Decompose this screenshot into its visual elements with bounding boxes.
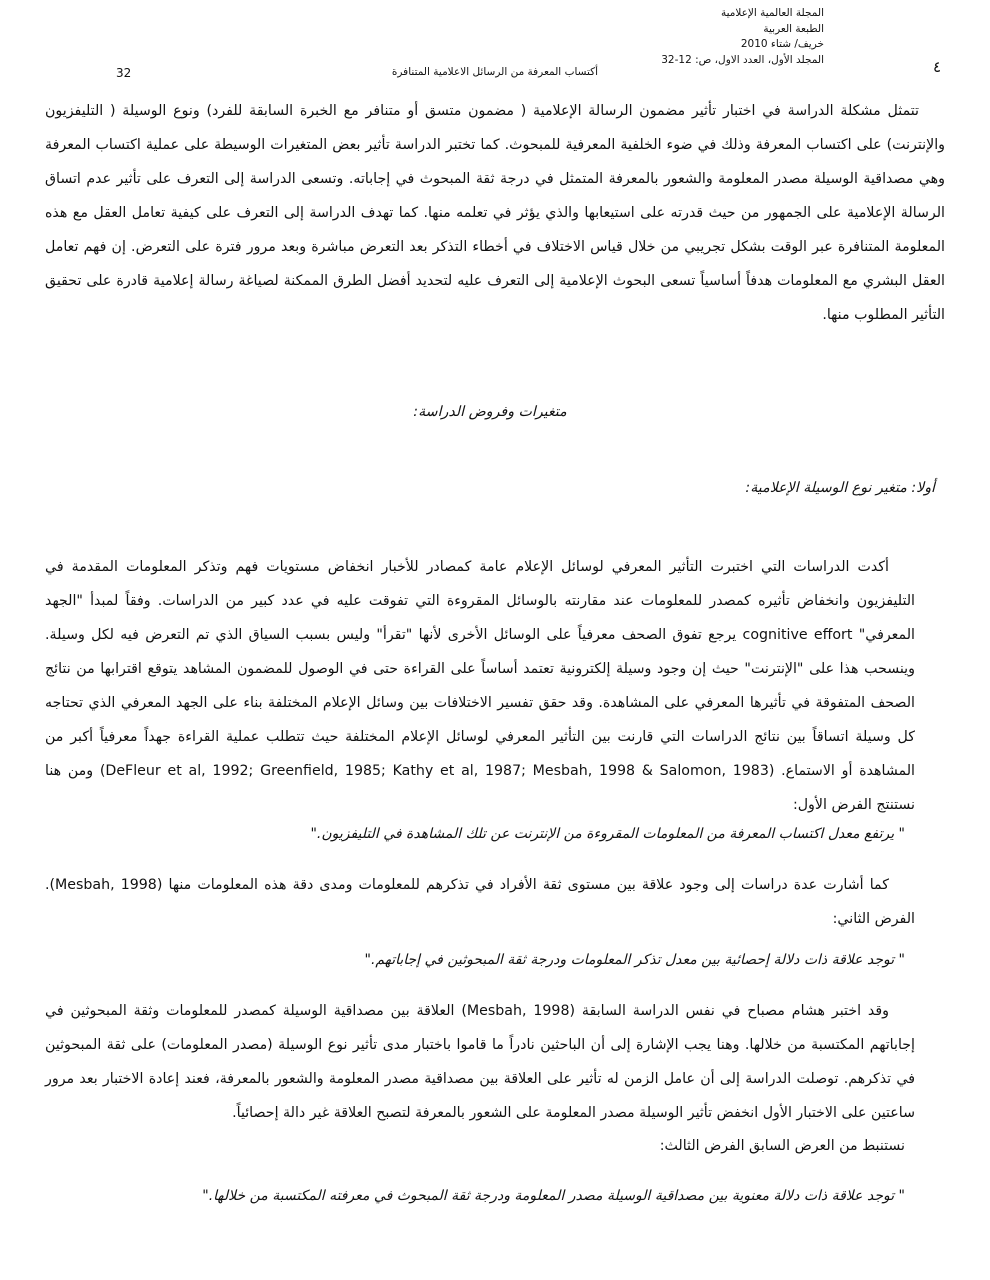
journal-edition: الطبعة العربية (763, 22, 824, 35)
journal-masthead (624, 6, 824, 68)
hypothesis-1: " يرتفع معدل اكتساب المعرفة من المعلومات المقروءة من الإنترنت عن تلك المشاهدة في التليفزيون." (310, 826, 905, 842)
paragraph-credibility: وقد اختبر هشام مصباح في نفس الدراسة السابقة (Mesbah, 1998) العلاقة بين مصداقية الوسيلة كمصدر للمعلومات وثقة المبحوثين في إجاباتهم المكتسبة من خلالها. وهنا يجب الإشارة إلى أن الباحثين نادراً ما قاموا باختبار مدى تأثير نوع الوسيلة (مصدر المعلومات) على ثقة المبحوثين في تذكرهم. توصلت الدراسة إلى أن عامل الزمن له تأثير على العلاقة بين مصداقية مصدر المعلومة والشعور بالمعرفة، فعند إعادة الاختبار بعد مرور ساعتين على الاختبار الأول انخفض تأثير الوسيلة مصدر المعلومة على الشعور بالمعرفة لتصبح العلاقة غير دالة إحصائياً. (45, 1003, 915, 1121)
hypothesis-3: " توجد علاقة ذات دلالة معنوية بين مصداقية الوسيلة مصدر المعلومة ودرجة ثقة المبحوث في معرفته المكتسبة من خلالها." (202, 1188, 905, 1204)
journal-season: خريف/ شتاء 2010 (740, 38, 824, 50)
intro-paragraph: تتمثل مشكلة الدراسة في اختبار تأثير مضمون الرسالة الإعلامية ( مضمون متسق أو متنافر مع الخبرة السابقة للفرد) ونوع الوسيلة ( التليفزيون والإنترنت) على اكتساب المعرفة وذلك في ضوء الخلفية المعرفية للمبحوث. كما تختبر الدراسة تأثير بعض المتغيرات الوسيطة على عملية اكتساب المعرفة وهي مصداقية الوسيلة مصدر المعلومة والشعور بالمعرفة المتمثل في درجة ثقة المبحوث في إجاباته. وتسعى الدراسة إلى التعرف على تأثير عدم اتساق الرسالة الإعلامية على الجمهور من حيث قدرته على استيعابها والذي يؤثر في تعلمه منها. كما تهدف الدراسة إلى التعرف على كيفية تعامل العقل مع هذه المعلومة المتنافرة عبر الوقت بشكل تجريبي من خلال قياس الاختلاف في أخطاء التذكر بعد التعرض مباشرة وبعد مرور فترة على التعرض. إن فهم تعامل العقل البشري مع المعلومات هدفاً أساسياً تسعى البحوث الإعلامية إلى التعرف عليه لتحديد أفضل الطرق الممكنة لصياغة رسالة إعلامية قادرة على تحقيق التأثير المطلوب منها. (45, 103, 945, 323)
hypothesis-2: " توجد علاقة ذات دلالة إحصائية بين معدل تذكر المعلومات ودرجة ثقة المبحوثين في إجاباتهم." (364, 952, 905, 968)
paragraph-confidence: كما أشارت عدة دراسات إلى وجود علاقة بين مستوى ثقة الأفراد في تذكرهم للمعلومات ومدى دقة هذه المعلومات منها (Mesbah, 1998). الفرض الثاني: (45, 877, 915, 927)
subheading-media-type: أولا: متغير نوع الوسيلة الإعلامية: (745, 480, 935, 496)
paragraph-media-effect: أكدت الدراسات التي اختبرت التأثير المعرفي لوسائل الإعلام عامة كمصادر للأخبار انخفاض مستويات فهم وتذكر المعلومات المقدمة في التليفزيون وانخفاض تأثيره كمصدر للمعلومات عند مقارنته بالوسائل المقروءة التي تفوقت عليه في عدد كبير من الدراسات. وفقاً لمبدأ "الجهد المعرفي" cognitive effort يرجع تفوق الصحف معرفياً على الوسائل الأخرى لأنها "تقرأ" وليس بسبب السياق الذي تم التعرض فيه لكل وسيلة. وينسحب هذا على "الإنترنت" حيث إن وجود وسيلة إلكترونية تعتمد أساساً على القراءة حتى في الوصول للمضمون المشاهد يتوقع اقترابها من نتائج الصحف المتفوقة في تأثيرها المعرفي على المشاهدة. وقد حقق تفسير الاختلافات بين وسائل الإعلام المختلفة بناء على الجهد المعرفي الذي تحتاجه كل وسيلة اتساقاً بين نتائج الدراسات التي قارنت بين التأثير المعرفي لوسائل الإعلام المختلفة حيث تتطلب عملية القراءة جهداً معرفياً أكبر من المشاهدة أو الاستماع. (DeFleur et al, 1992; Greenfield, 1985; Kathy et al, 1987; Mesbah, 1998 & Salomon, 1983) ومن هنا نستنتج الفرض الأول: (45, 559, 915, 813)
running-title: أكتساب المعرفة من الرسائل الاعلامية المتنافرة (391, 66, 599, 78)
paragraph-third-hypothesis-intro: نستنبط من العرض السابق الفرض الثالث: (659, 1138, 905, 1154)
section-heading: متغيرات وفروض الدراسة: (413, 404, 567, 420)
journal-volume: المجلد الأول، العدد الاول، ص: 12-32 (661, 53, 824, 66)
journal-name: المجلة العالمية الإعلامية (720, 7, 824, 19)
page-number: 32 (116, 66, 132, 80)
page-number-arabic: ٤ (933, 58, 942, 76)
